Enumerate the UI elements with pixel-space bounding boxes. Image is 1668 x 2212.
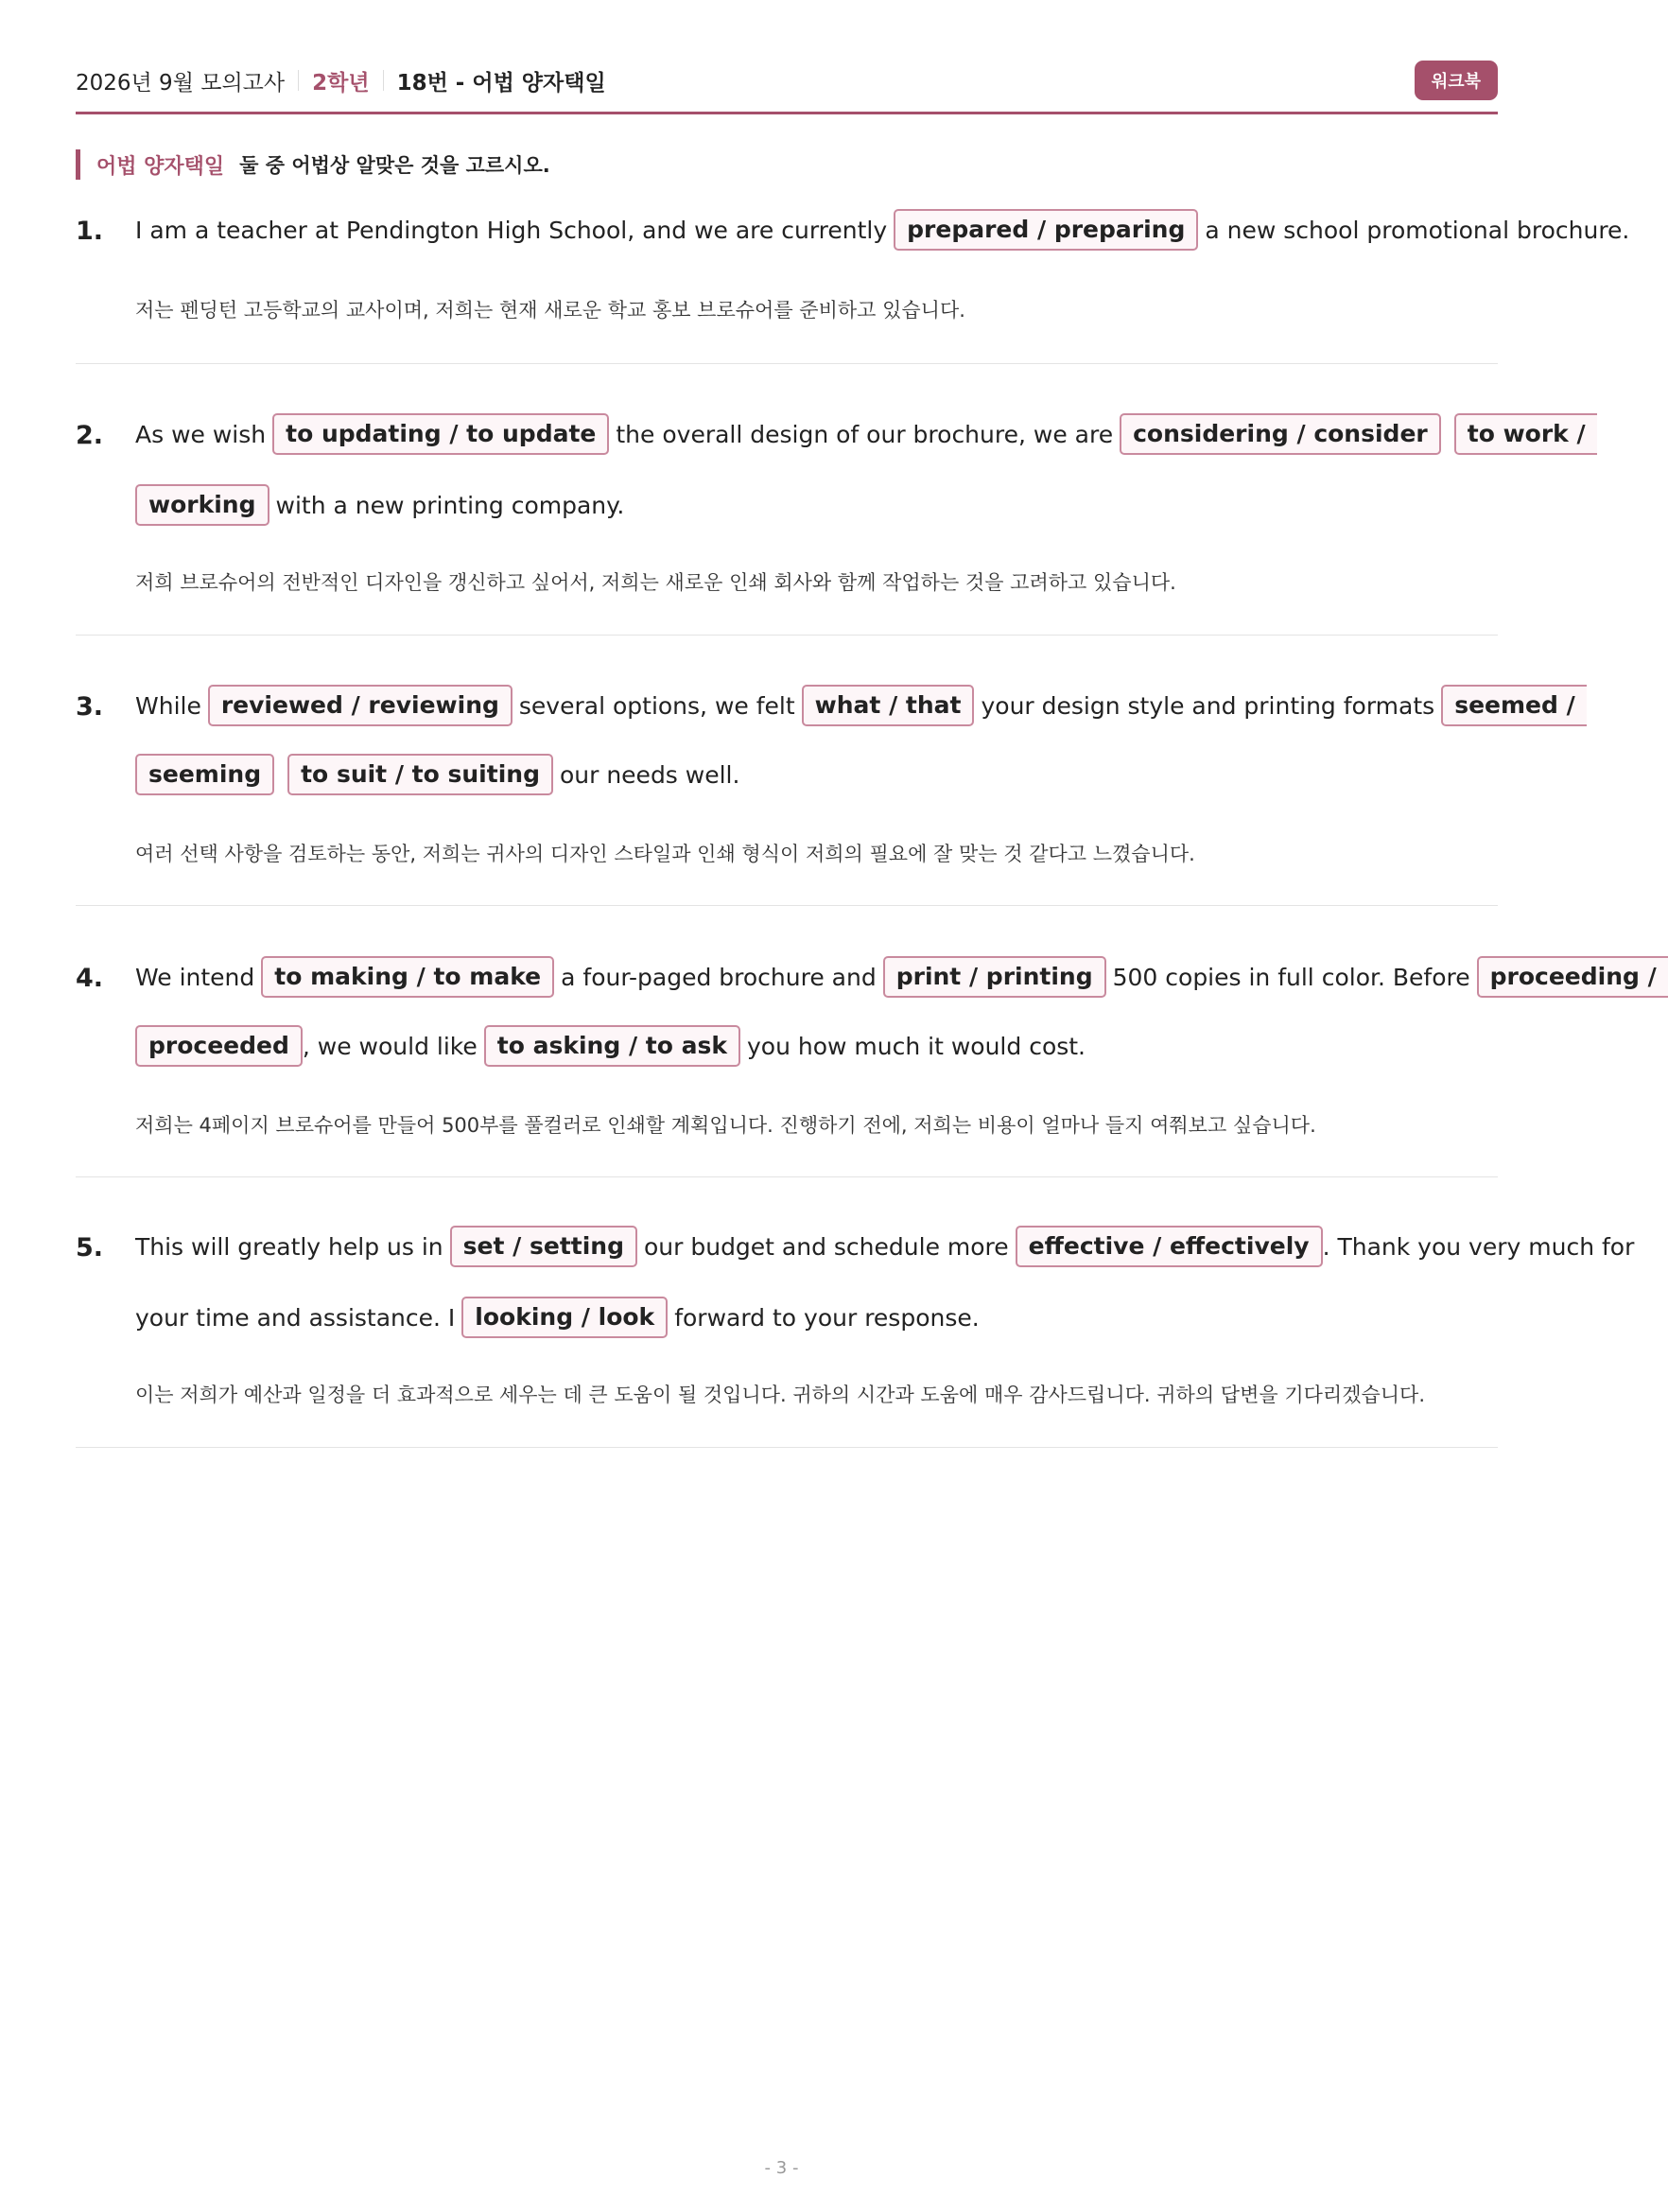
header-rule — [76, 112, 1498, 114]
sentence-text: , we would like — [302, 1032, 478, 1060]
sentence-text: 500 copies in full color. Before — [1112, 963, 1470, 991]
translation-text: 저는 펜딩턴 고등학교의 교사이며, 저희는 현재 새로운 학교 홍보 브로슈어를 준비하고 있습니다. — [135, 299, 965, 322]
sentence-text: . Thank you very much for — [1322, 1232, 1635, 1261]
question-line — [76, 1024, 1086, 1068]
sentence-text: We intend — [135, 963, 255, 991]
question-divider — [76, 1447, 1498, 1448]
sentence-text: This will greatly help us in — [135, 1232, 443, 1261]
translation-text: 이는 저희가 예산과 일정을 더 효과적으로 세우는 데 큰 도움이 될 것입니다. 귀하의 시간과 도움에 매우 감사드립니다. 귀하의 답변을 기다리겠습니다. — [135, 1384, 1426, 1406]
question-line — [135, 684, 1587, 727]
translation-text: 여러 선택 사항을 검토하는 동안, 저희는 귀사의 디자인 스타일과 인쇄 형식이 저희의 필요에 잘 맞는 것 같다고 느꼈습니다. — [135, 843, 1195, 865]
sentence-text: you how much it would cost. — [747, 1032, 1086, 1060]
sentence-text: your design style and printing formats — [981, 691, 1435, 720]
sentence-text: several options, we felt — [518, 691, 795, 720]
choice-box[interactable]: set / setting — [450, 1226, 637, 1267]
choice-box[interactable]: to suit / to suiting — [287, 754, 553, 795]
header-separator — [298, 70, 299, 91]
sentence-text: our budget and schedule more — [643, 1232, 1009, 1261]
choice-box[interactable]: what / that — [802, 685, 975, 726]
sentence-text: While — [135, 691, 201, 720]
grade-label: 2학년 — [312, 70, 370, 96]
choice-box-end[interactable]: seeming — [135, 754, 274, 795]
sentence-text: the overall design of our brochure, we are — [616, 420, 1114, 448]
question-line — [135, 412, 1597, 456]
question-line — [135, 955, 1668, 999]
question-number: 5. — [76, 1233, 104, 1263]
workbook-badge: 워크북 — [1415, 61, 1498, 100]
choice-box-end[interactable]: working — [135, 484, 269, 526]
sentence-text: a new school promotional brochure. — [1205, 216, 1630, 244]
translation-text: 저희는 4페이지 브로슈어를 만들어 500부를 풀컬러로 인쇄할 계획입니다. 진행하기 전에, 저희는 비용이 얼마나 들지 여쭤보고 싶습니다. — [135, 1114, 1316, 1137]
question-number: 3. — [76, 692, 104, 722]
sentence-text: our needs well. — [559, 760, 740, 789]
question-number: 1. — [76, 217, 104, 246]
choice-box-end[interactable]: proceeded — [135, 1025, 303, 1067]
page-number: - 3 - — [764, 2158, 799, 2178]
instruction-bar — [76, 149, 550, 180]
instruction-label: 어법 양자택일 — [96, 154, 225, 179]
choice-box[interactable]: to making / to make — [261, 956, 554, 998]
choice-box[interactable]: print / printing — [883, 956, 1106, 998]
question-divider — [76, 1176, 1498, 1177]
question-number: 2. — [76, 421, 104, 450]
header-separator — [383, 70, 384, 91]
question-line — [135, 208, 1629, 252]
choice-box[interactable]: effective / effectively — [1016, 1226, 1323, 1267]
sentence-text: forward to your response. — [674, 1303, 980, 1332]
question-line — [76, 483, 624, 527]
choice-box[interactable]: considering / consider — [1120, 413, 1441, 455]
sentence-text: a four-paged brochure and — [561, 963, 877, 991]
question-number: 4. — [76, 964, 104, 993]
question-line — [135, 1296, 980, 1339]
choice-box[interactable]: to asking / to ask — [484, 1025, 740, 1067]
instruction-text: 둘 중 어법상 알맞은 것을 고르시오. — [239, 154, 550, 177]
choice-box-start[interactable]: proceeding / — [1477, 956, 1668, 998]
sentence-text: with a new printing company. — [275, 491, 625, 519]
sentence-text: your time and assistance. I — [135, 1303, 456, 1332]
sentence-text: I am a teacher at Pendington High School, and we are currently — [135, 216, 888, 244]
choice-box[interactable]: reviewed / reviewing — [208, 685, 513, 726]
question-divider — [76, 635, 1498, 636]
choice-box[interactable]: prepared / preparing — [894, 209, 1198, 251]
choice-box[interactable]: to updating / to update — [272, 413, 609, 455]
question-line — [135, 1225, 1634, 1268]
topic-label: 18번 - 어법 양자택일 — [396, 70, 606, 96]
question-divider — [76, 363, 1498, 364]
sentence-text: As we wish — [135, 420, 267, 448]
translation-text: 저희 브로슈어의 전반적인 디자인을 갱신하고 싶어서, 저희는 새로운 인쇄 회사와 함께 작업하는 것을 고려하고 있습니다. — [135, 571, 1176, 594]
page-header — [76, 59, 1498, 102]
choice-box-start[interactable]: to work / — [1454, 413, 1597, 455]
choice-box[interactable]: looking / look — [461, 1297, 668, 1338]
question-line — [76, 753, 739, 796]
choice-box-start[interactable]: seemed / — [1441, 685, 1587, 726]
question-divider — [76, 905, 1498, 906]
exam-title: 2026년 9월 모의고사 — [76, 70, 286, 96]
